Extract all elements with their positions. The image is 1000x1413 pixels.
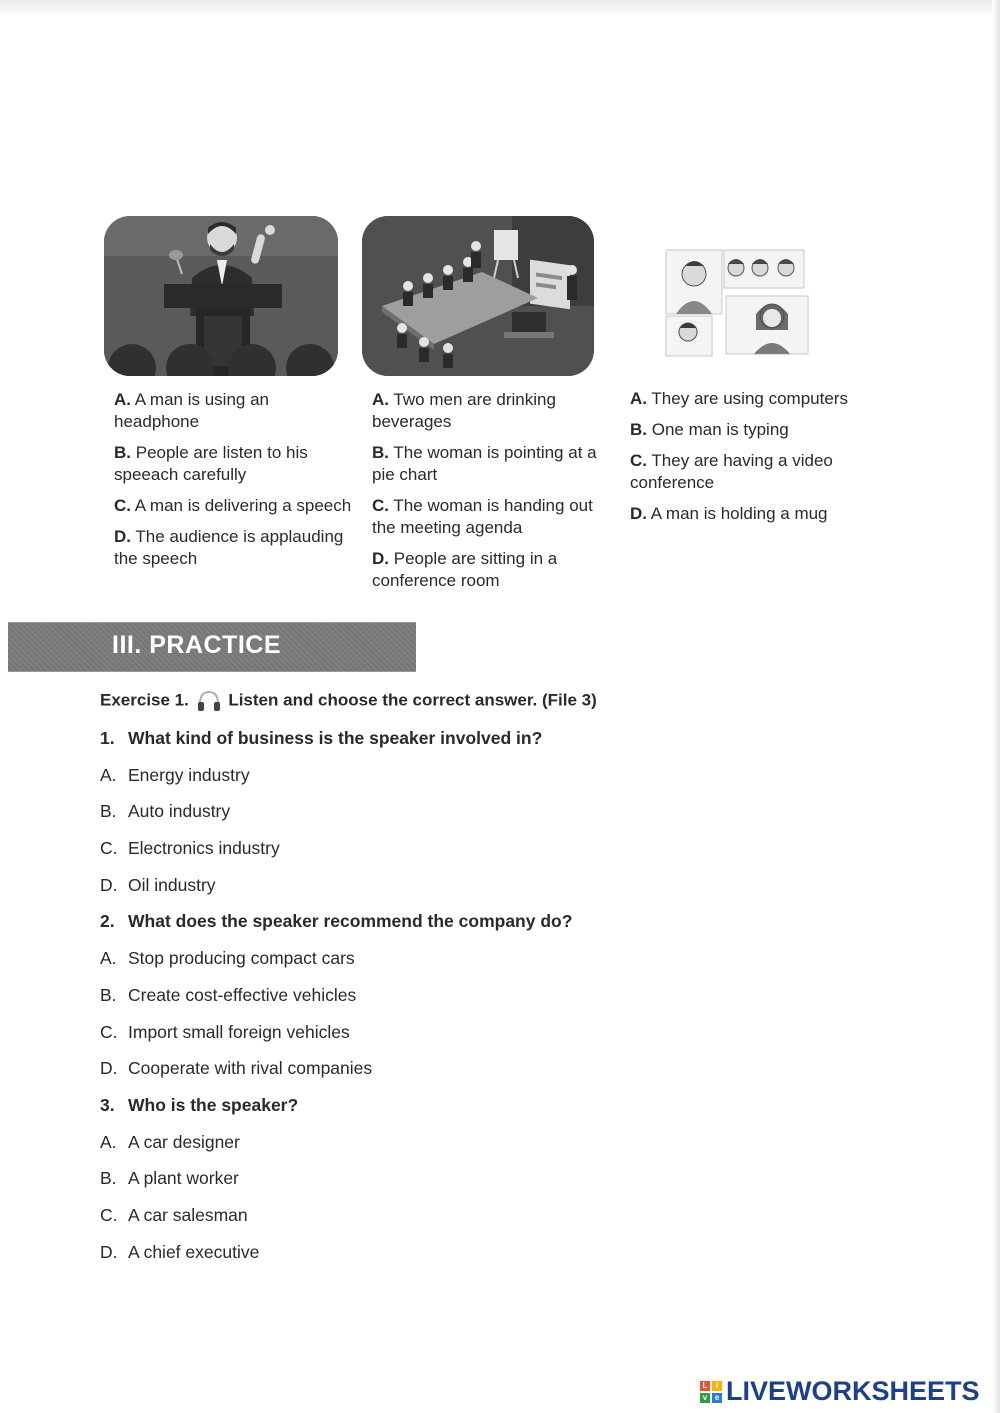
options-picture-1 xyxy=(114,389,354,579)
options-picture-2 xyxy=(372,389,604,601)
answer-3d[interactable]: D. A chief executive xyxy=(100,1241,260,1262)
answer-2c[interactable]: C. Import small foreign vehicles xyxy=(100,1021,350,1042)
option-3c: C. They are having a video conference xyxy=(630,451,833,492)
logo-tile: v xyxy=(700,1393,710,1403)
option-3a: A. They are using computers xyxy=(630,389,848,408)
speech-photo xyxy=(104,216,338,376)
section-banner xyxy=(8,622,416,672)
answer-1d[interactable]: D. Oil industry xyxy=(100,874,216,895)
option-2d: D. People are sitting in a conference room xyxy=(372,549,558,590)
option-1d: D. The audience is applauding the speech xyxy=(114,527,344,568)
answer-1a[interactable]: A. Energy industry xyxy=(100,764,250,785)
meeting-photo xyxy=(362,216,594,376)
question-1: 1. What kind of business is the speaker involved in? xyxy=(100,728,543,748)
logo-tile: i xyxy=(712,1381,722,1391)
option-2c: C. The woman is handing out the meeting agenda xyxy=(372,496,593,537)
question-2: 2. What does the speaker recommend the company do? xyxy=(100,911,573,932)
section-title: III. PRACTICE xyxy=(112,631,282,659)
headphones-icon xyxy=(196,690,222,712)
question-3: 3. Who is the speaker? xyxy=(100,1094,299,1115)
answer-1b[interactable]: B. Auto industry xyxy=(100,801,231,822)
video-call-photo xyxy=(648,240,814,360)
option-2b: B. The woman is pointing at a pie chart xyxy=(372,443,597,484)
logo-tile: L xyxy=(700,1381,710,1391)
option-1b: B. People are listen to his speeach carefully xyxy=(114,443,308,484)
options-picture-3 xyxy=(630,388,860,534)
option-1a: A. A man is using an headphone xyxy=(114,390,269,431)
answer-2b[interactable]: B. Create cost-effective vehicles xyxy=(100,984,357,1005)
liveworksheets-logo xyxy=(700,1376,980,1407)
answer-1c[interactable]: C. Electronics industry xyxy=(100,838,280,859)
option-3b: B. One man is typing xyxy=(630,420,789,439)
exercise-heading xyxy=(100,690,597,712)
answer-2a[interactable]: A. Stop producing compact cars xyxy=(100,948,355,969)
scan-edge-top xyxy=(0,0,1000,16)
question-list xyxy=(100,727,572,1277)
scan-edge-right xyxy=(992,0,1000,1413)
option-2a: A. Two men are drinking beverages xyxy=(372,390,556,431)
logo-tile: e xyxy=(712,1393,722,1403)
answer-3c[interactable]: C. A car salesman xyxy=(100,1204,248,1225)
answer-3a[interactable]: A. A car designer xyxy=(100,1131,240,1152)
option-1c: C. A man is delivering a speech xyxy=(114,496,352,515)
logo-mark xyxy=(700,1381,722,1403)
exercise-label: Exercise 1. xyxy=(100,690,189,710)
answer-2d[interactable]: D. Cooperate with rival companies xyxy=(100,1058,373,1079)
exercise-instruction: Listen and choose the correct answer. (File 3) xyxy=(228,690,597,710)
answer-3b[interactable]: B. A plant worker xyxy=(100,1168,239,1189)
logo-text: LIVEWORKSHEETS xyxy=(726,1376,980,1406)
option-3d: D. A man is holding a mug xyxy=(630,504,828,523)
